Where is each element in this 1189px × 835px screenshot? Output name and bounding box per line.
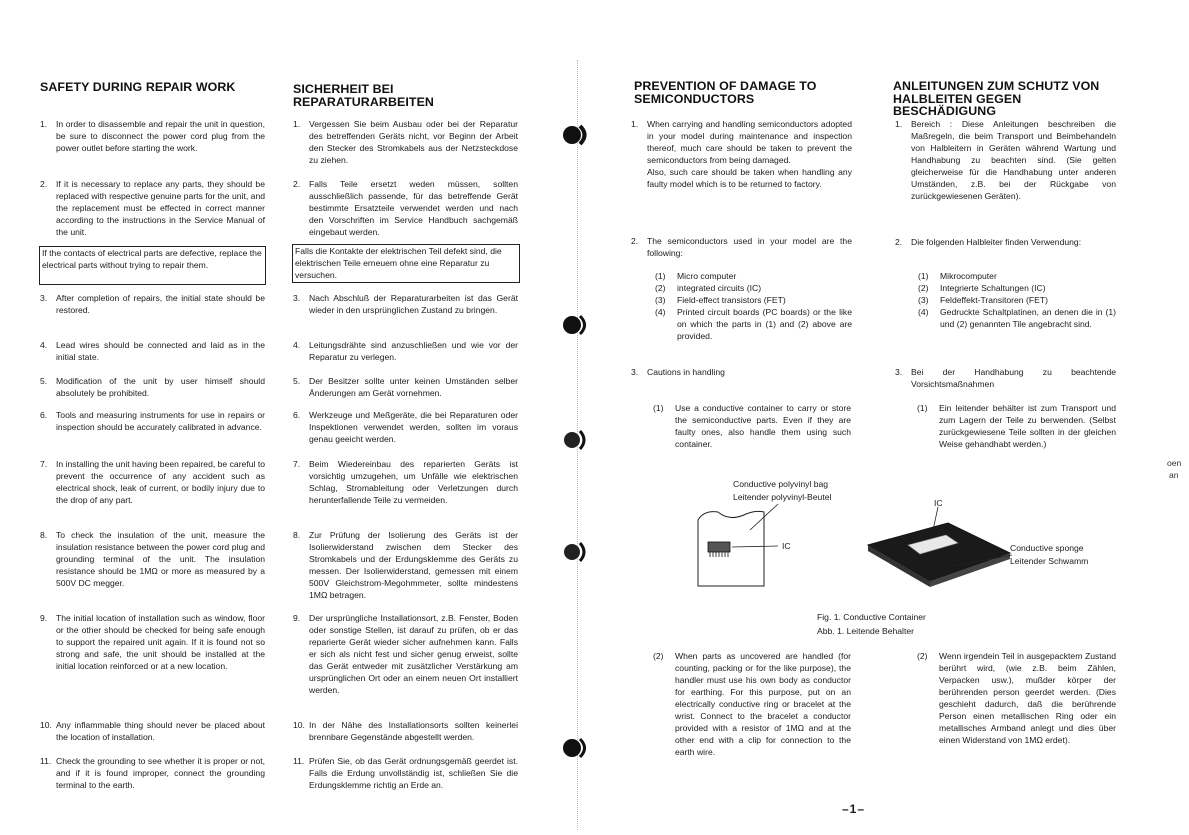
heading-safety-de: SICHERHEIT BEI REPARATURARBEITEN	[293, 82, 434, 109]
semi-en-list-item: (3) Field-effect transistors (FET)	[655, 295, 786, 305]
edge-fragment: oen	[1167, 458, 1182, 468]
ic-label-sponge: IC	[934, 498, 943, 508]
bag-label-de: Leitender polyvinyl-Beutel	[733, 492, 832, 502]
safety-en-item-8: 8. To check the insulation of the unit, measure the insulation resistance between the power cord plug and grounding terminal of the unit. The insulation resistance should be 1MΩ or more as measured by a 500V DC megger.	[40, 530, 265, 588]
safety-de-warning-box: Falls die Kontakte der elektrischen Teil defekt sind, die elektrischen Teile erneuem ohne eine Reparatur zu versuchen.	[292, 244, 520, 283]
safety-de-item-11: 11. Prüfen Sie, ob das Gerät ordnungsgemäß geerdet ist. Falls die Erdung unvollständig ist, schließen Sie die Erdungsklemme richtig an Erde an.	[293, 756, 518, 790]
figure-caption-en: Fig. 1. Conductive Container	[817, 612, 926, 622]
semi-de-list-item: (3) Feldeffekt-Transitoren (FET)	[918, 295, 1048, 305]
safety-en-item-3: 3. After completion of repairs, the initial state should be restored.	[40, 293, 265, 315]
semi-de-item-1: 1. Bereich : Diese Anleitungen beschreiben die Maßregeln, die beim Transport und Beimbehandeln von Halbleitern in Geräten während Wartung und Handhabung zu beachten sind. (Sie gelten gleicherweise für die Handhabung unter anderen Umständen, z.B. bei der Rückgabe von zurückgewiesenen Geräten).	[895, 119, 1116, 201]
safety-de-item-9: 9. Der ursprüngliche Installationsort, z.B. Fenster, Boden oder sonstige Stellen, ist darauf zu prüfen, ob er das reparierte Gerät wieder sicher aufnehmen kann. Falls er sich als nicht fest und sicher genug erweist, sollte das Gerät entweder mit zusätzlicher Verstärkung am ursprünglichen Ort oder an einem neuen Ort installiert werden.	[293, 613, 518, 695]
heading-safety-en: SAFETY DURING REPAIR WORK	[40, 80, 236, 94]
safety-en-item-1: 1. In order to disassemble and repair the unit in question, be sure to disconnect the power cord plug from the power outlet before starting the work.	[40, 119, 265, 153]
safety-en-item-7: 7. In installing the unit having been repaired, be careful to prevent the occurrence of any accident such as electrical shock, leak of current, or bodily injury due to the drop of any part.	[40, 459, 265, 505]
binder-hole-icon	[558, 733, 596, 763]
safety-de-item-7: 7. Beim Wiedereinbau des reparierten Geräts ist vorsichtig umzugehen, um Unfälle wie elektrischen Schlag, Stromableitung oder Verletzungen durch herunterfallende Teile zu vermeiden.	[293, 459, 518, 505]
edge-fragment: an	[1169, 470, 1179, 480]
binder-hole-icon	[558, 310, 596, 340]
semi-de-item-2: 2. Die folgenden Halbleiter finden Verwendung:	[895, 237, 1082, 247]
safety-de-item-6: 6. Werkzeuge und Meßgeräte, die bei Reparaturen oder Inspektionen verwendet werden, sollten im voraus genau geeicht werden.	[293, 410, 518, 444]
safety-en-item-6: 6. Tools and measuring instruments for use in repairs or inspection should be accurately calibrated in advance.	[40, 410, 265, 432]
page-number: –1–	[842, 802, 866, 816]
binder-hole-icon	[558, 120, 596, 150]
safety-de-item-5: 5. Der Besitzer sollte unter keinen Umständen selber Änderungen am Gerät vornehmen.	[293, 376, 518, 398]
safety-de-item-10: 10. In der Nähe des Installationsorts sollten keinerlei brennbare Gegenstände abgestellt werden.	[293, 720, 518, 742]
safety-de-item-1: 1. Vergessen Sie beim Ausbau oder bei der Reparatur des betreffenden Geräts nicht, vor Beginn der Arbeit den Stecker des Stromkabels aus der Netzsteckdose zu ziehen.	[293, 119, 518, 165]
heading-semiconductors-en: PREVENTION OF DAMAGE TO SEMICONDUCTORS	[634, 79, 817, 106]
semi-de-list-item: (4) Gedruckte Schaltplatinen, an denen die in (1) und (2) genannten Tile angebracht sind.	[918, 307, 1116, 329]
conductive-bag-illustration	[690, 500, 790, 590]
binder-hole-icon	[558, 425, 596, 455]
safety-en-warning-box: If the contacts of electrical parts are defective, replace the electrical parts without trying to repair them.	[39, 246, 266, 285]
binder-hole-icon	[558, 537, 596, 567]
semi-en-caution-2: (2) When parts as uncovered are handled (for counting, packing or for the like purpose), the handler must use his own body as conductor for earthing. For this purpose, put on an electrically conductive ring or bracelet at the wrist. Connect to the bracelet a conductor provided with a resistor of 1MΩ and at the other end with a clip for connection to the earth wire.	[653, 651, 851, 757]
figure-caption-de: Abb. 1. Leitende Behalter	[817, 626, 914, 636]
semi-de-item-3: 3. Bei der Handhabung zu beachtende Vorsichtsmaßnahmen	[895, 367, 1116, 389]
sponge-label-en: Conductive sponge	[1010, 543, 1084, 553]
safety-en-item-9: 9. The initial location of installation such as window, floor or the other should be checked for being safe enough to support the repaired unit again. If it is found not so strong and safe, the unit should be installed at the initial location reinforced or at a new location.	[40, 613, 265, 671]
bag-label-en: Conductive polyvinyl bag	[733, 479, 829, 489]
semi-de-list-item: (1) Mikrocomputer	[918, 271, 997, 281]
semi-en-item-1: 1. When carrying and handling semiconductors adopted in your model during maintenance and inspection thereof, much care should be taken to prevent the semiconductors from being damaged. Also, such care should be taken when handling any faulty model which is to be returned to factory.	[631, 119, 852, 189]
safety-de-item-2: 2. Falls Teile ersetzt weden müssen, sollten ausschließlich passende, für das betreffende Gerät bestimmte Ersatzteile verwendet werden und nach den Vorschriften im Service Handbuch sachgemäß eingebaut werden.	[293, 179, 518, 237]
ic-label-bag: IC	[782, 541, 791, 551]
semi-en-item-3: 3. Cautions in handling	[631, 367, 725, 377]
safety-en-item-2: 2. If it is necessary to replace any parts, they should be replaced with respective genuine parts for the unit, and the replacement must be effected in correct manner according to the instructions in the Service Manual of the unit.	[40, 179, 265, 237]
semi-de-caution-2: (2) Wenn irgendein Teil in ausgepacktem Zustand berührt wird, (wie z.B. beim Zählen, Verpacken usw.), mußder körper der berührenden person geerdet werden. (Dies geschieht dadurch, daß die berührende Person einen metallischen Ring oder ein metallisches Armband anlegt und dies über einen Widerstand von 1MΩ erdet).	[917, 651, 1116, 745]
safety-de-item-8: 8. Zur Prüfung der Isolierung des Geräts ist der Isolierwiderstand zwischen dem Stecker des Stromkabels und der Erdungsklemme des Geräts zu messen. Der Isolierwiderstand, gemessen mit einem 500V Gleichstrom-Megohmmeter, sollte mindestens 1MΩ betragen.	[293, 530, 518, 600]
safety-en-item-10: 10. Any inflammable thing should never be placed about the location of installation.	[40, 720, 265, 742]
conductive-sponge-illustration	[860, 505, 1020, 590]
semi-en-item-1-note: Also, such care should be taken when handling any faulty model which is to be returned to factory.	[647, 167, 852, 189]
safety-de-item-3: 3. Nach Abschluß der Reparaturarbeiten ist das Gerät wieder in den ursprünglichen Zustand zu bringen.	[293, 293, 518, 315]
semi-de-caution-1: (1) Ein leitender behälter ist zum Transport und zum Lagern der Teile zu berwenden. (Selbst zurückgewiesene Teile sollten in der gleichen Weise gehandhabt werden.)	[917, 403, 1116, 449]
heading-semiconductors-de: ANLEITUNGEN ZUM SCHUTZ VON HALBLEITEN GEGEN BESCHÄDIGUNG	[893, 79, 1100, 118]
semi-en-list-item: (1) Micro computer	[655, 271, 737, 281]
safety-en-item-5: 5. Modification of the unit by user himself should absolutely be prohibited.	[40, 376, 265, 398]
semi-en-list-item: (2) integrated circuits (IC)	[655, 283, 762, 293]
safety-en-item-11: 11. Check the grounding to see whether it is proper or not, and if it is found improper, connect the grounding terminal to the earth.	[40, 756, 265, 790]
safety-de-item-4: 4. Leitungsdrähte sind anzuschließen und wie vor der Reparatur zu verlegen.	[293, 340, 518, 362]
semi-en-item-2: 2. The semiconductors used in your model are the following:	[631, 236, 852, 258]
semi-de-list-item: (2) Integrierte Schaltungen (IC)	[918, 283, 1046, 293]
sponge-label-de: Leitender Schwamm	[1010, 556, 1089, 566]
semi-en-caution-1: (1) Use a conductive container to carry or store the semiconductive parts. Even if they are faulty ones, also handle them using such container.	[653, 403, 851, 449]
safety-en-item-4: 4. Lead wires should be connected and laid as in the initial state.	[40, 340, 265, 362]
semi-en-list-item: (4) Printed circuit boards (PC boards) or the like on which the parts in (1) and (2) above are provided.	[655, 307, 852, 341]
